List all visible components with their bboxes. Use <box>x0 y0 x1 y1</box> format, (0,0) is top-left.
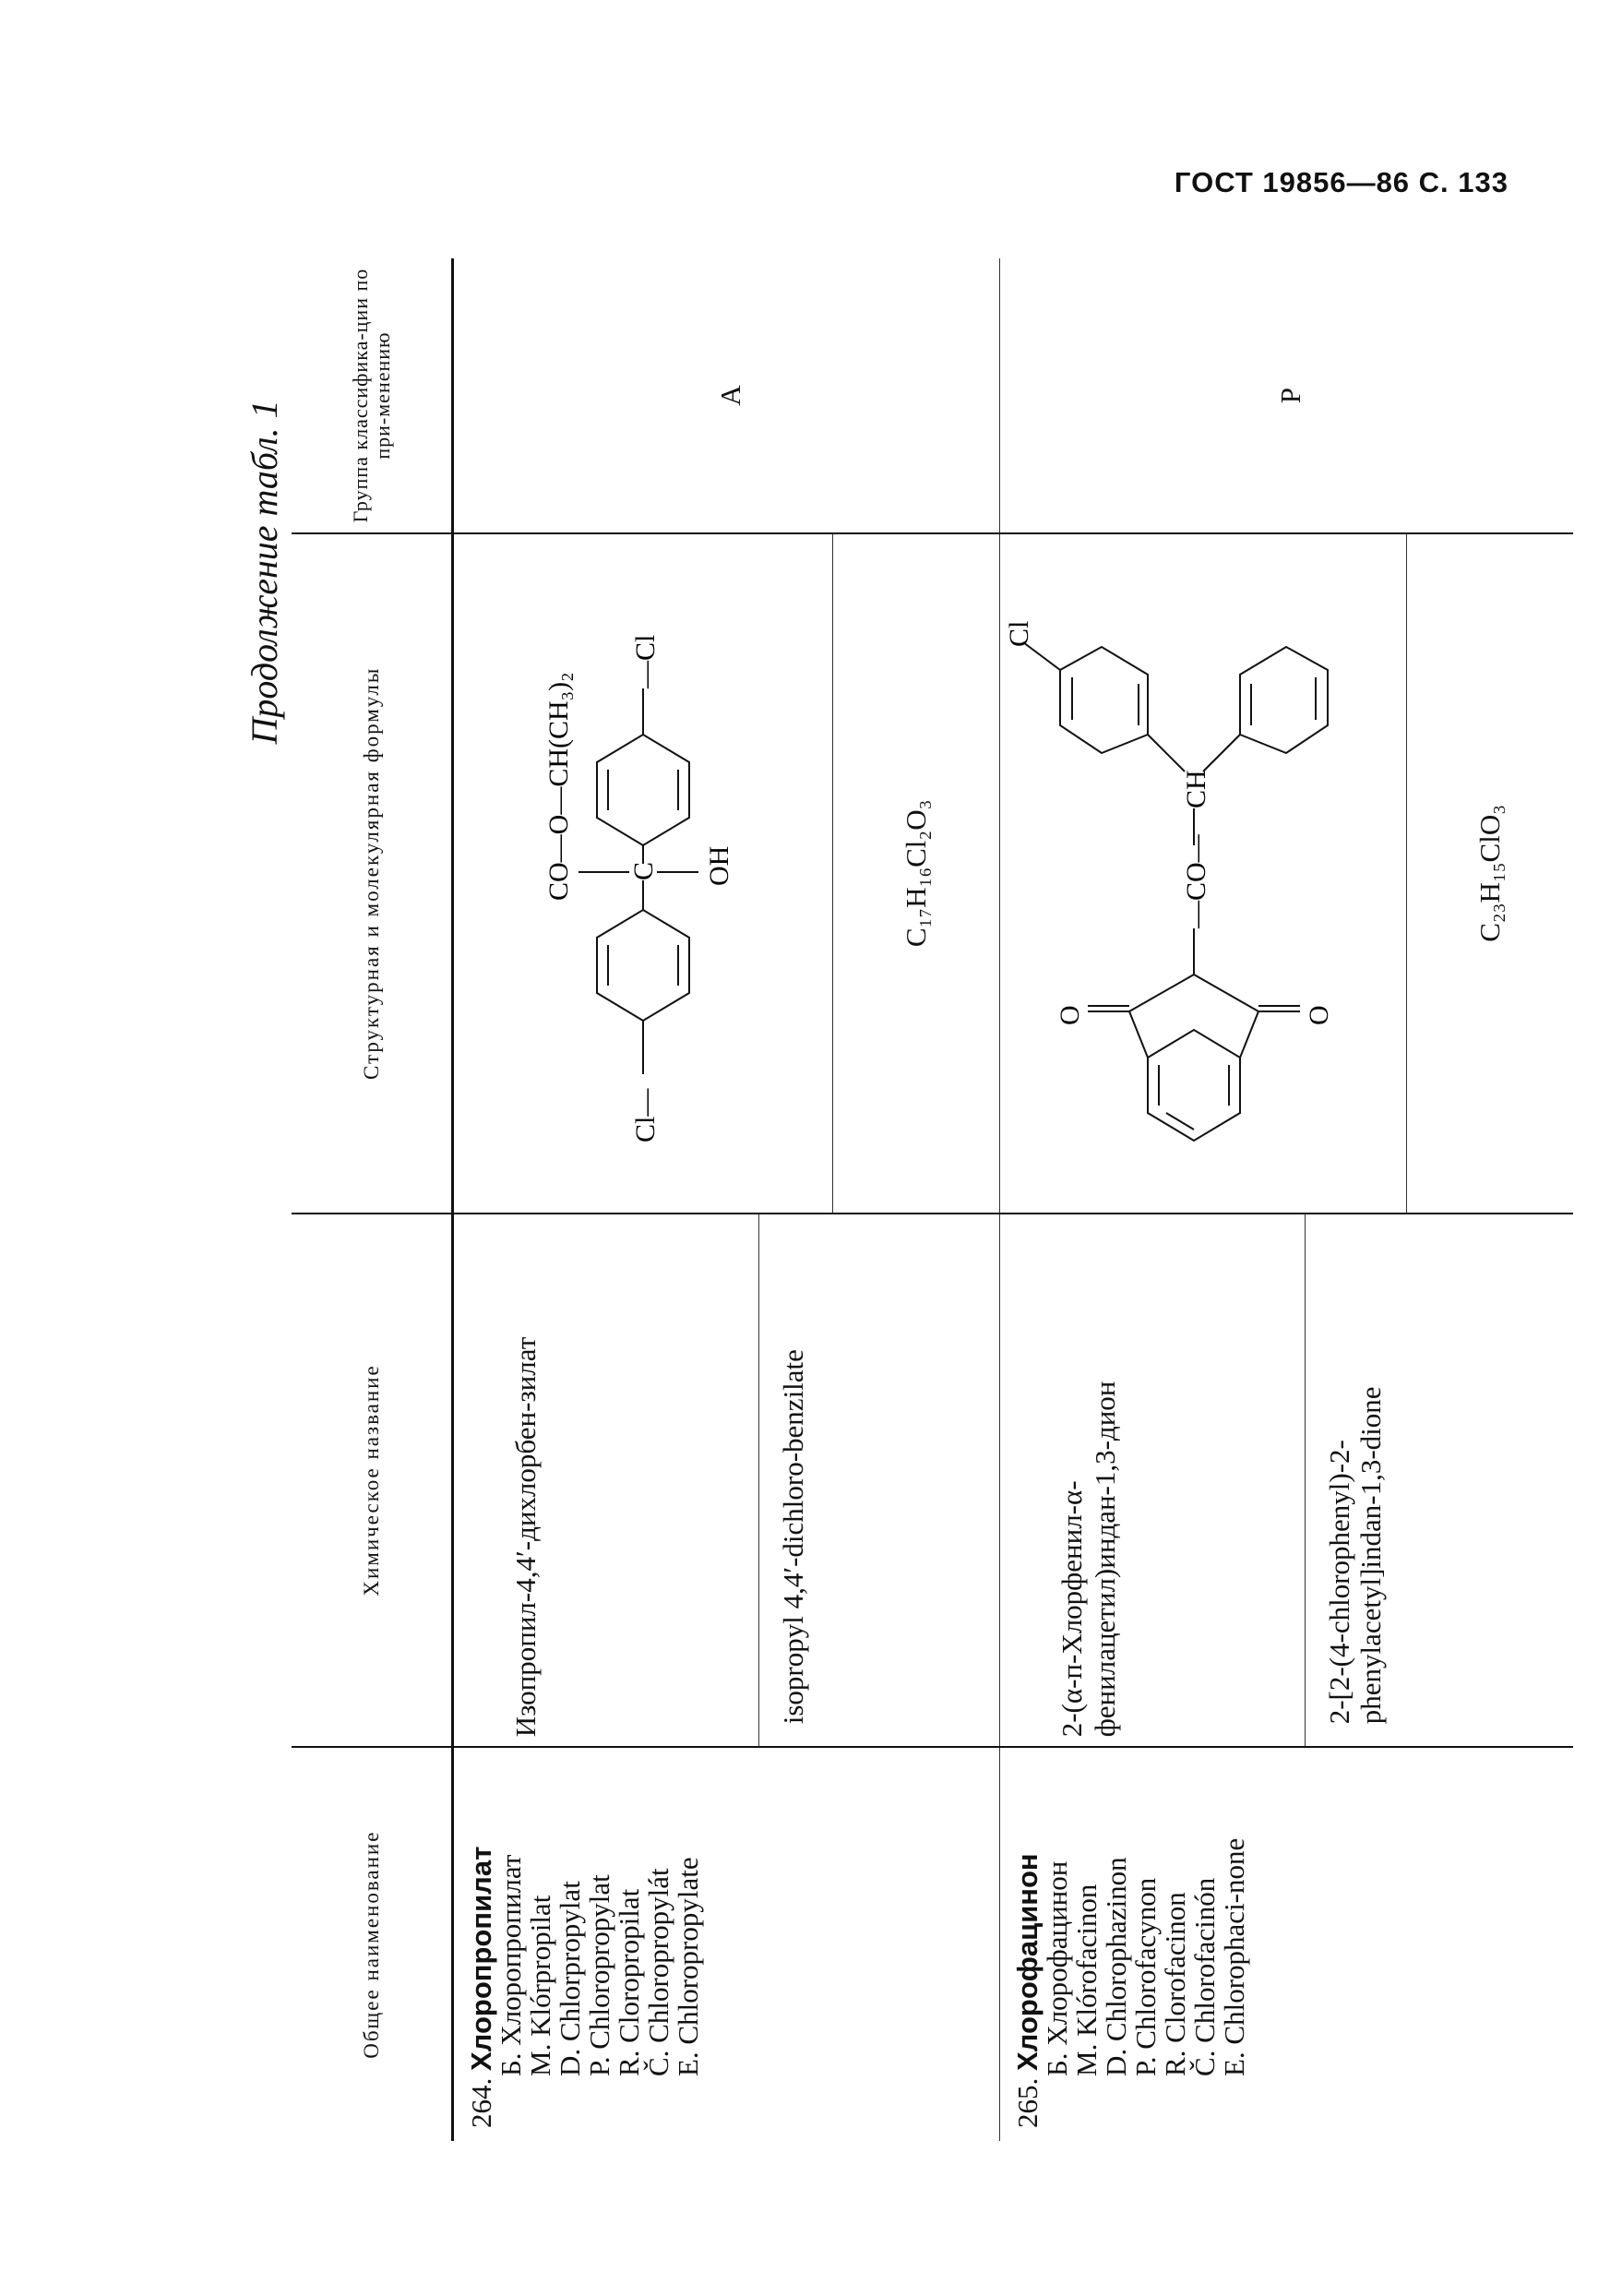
structural-formula <box>454 534 833 1213</box>
chlorine-label-left: Cl— <box>630 1089 661 1143</box>
synonym: D. Chlorpropylat <box>554 1881 586 2076</box>
entry-title: Хлорофацинон <box>1011 1853 1044 2071</box>
oxygen-label: O <box>1055 1005 1085 1026</box>
chemical-name-en: isopropyl 4,4′-dichloro-benzilate <box>777 1349 809 1725</box>
group-cell: A <box>453 258 1000 533</box>
entry-number: 264. <box>465 2077 497 2128</box>
entry-title: Хлоропропилат <box>465 1846 497 2071</box>
chemical-name-cell <box>453 1214 1000 1748</box>
synonym: E. Chloropropylate <box>672 1857 704 2076</box>
synonym: P. Chloropropylat <box>583 1874 615 2076</box>
page-header: ГОСТ 19856—86 С. 133 <box>1174 166 1509 198</box>
molecular-formula: C₂₃H₁₅ClO₃ <box>1473 804 1506 942</box>
hydroxyl-label: OH <box>704 846 734 887</box>
table-row <box>453 258 1000 2141</box>
synonym: M. Klórofacinon <box>1070 1883 1103 2076</box>
header-structure: Структурная и молекулярная формулы <box>292 533 453 1214</box>
synonym: R. Clorofacinon <box>1159 1892 1191 2076</box>
structure-cell <box>1000 533 1574 1214</box>
synonym: Б. Хлорофацинон <box>1041 1860 1073 2076</box>
table-row <box>1000 258 1574 2141</box>
methine-label: CH <box>1181 770 1211 809</box>
chlorine-label: Cl <box>1004 621 1034 648</box>
group-cell: P <box>1000 258 1574 533</box>
ester-group-label: CO—O—CH(CH₃)₂ <box>543 672 574 902</box>
structure-diagram <box>477 596 809 1150</box>
synonym: Č. Chloropropylát <box>642 1868 674 2076</box>
synonym-list <box>1043 1761 1249 2128</box>
synonym: Б. Хлоропропилат <box>495 1854 527 2076</box>
table-header-row <box>292 258 453 2141</box>
chemical-name-cell <box>1000 1214 1574 1748</box>
chlorine-label-right: —Cl <box>630 635 661 689</box>
molecular-formula: C₁₇H₁₆Cl₂O₃ <box>900 799 932 948</box>
oxygen-label: O <box>1304 1005 1334 1026</box>
synonym: D. Chlorophazinon <box>1100 1857 1132 2076</box>
synonym: P. Chlorofacynon <box>1129 1877 1162 2076</box>
chemical-name-ru: 2-(α-п-Хлорфенил-α-фенилацетил)индан-1,3-дион <box>1000 1214 1306 1747</box>
synonym-list <box>496 1761 703 2128</box>
structure-cell <box>453 533 1000 1214</box>
chemical-name-en: 2-[2-(4-chlorophenyl)-2-phenylacetyl]indan-1,3-dione <box>1323 1386 1387 1725</box>
structure-diagram <box>1004 587 1397 1159</box>
header-common-name: Общее наименование <box>292 1747 453 2141</box>
common-name-cell <box>1000 1747 1574 2141</box>
header-chemical-name: Химическое название <box>292 1214 453 1748</box>
header-group: Группа классифика-ции по при-менению <box>292 258 453 533</box>
classification-table <box>292 258 1573 2141</box>
synonym: E. Chlorophaci-none <box>1218 1837 1250 2076</box>
entry-number: 265. <box>1011 2077 1044 2128</box>
synonym: M. Klórpropilat <box>524 1895 556 2076</box>
rotated-table-area <box>238 258 1521 2141</box>
central-carbon-label: C <box>628 862 659 881</box>
chemical-name-ru: Изопропил-4,4′-дихлорбен-зилат <box>454 1214 759 1747</box>
synonym: Č. Chlorofacinón <box>1188 1877 1221 2076</box>
structural-formula <box>1000 534 1407 1213</box>
common-name-cell <box>453 1747 1000 2141</box>
carbonyl-label: —CO— <box>1181 834 1211 929</box>
continuation-caption: Продолжение табл. 1 <box>244 400 285 745</box>
synonym: R. Cloropropilat <box>613 1888 645 2076</box>
